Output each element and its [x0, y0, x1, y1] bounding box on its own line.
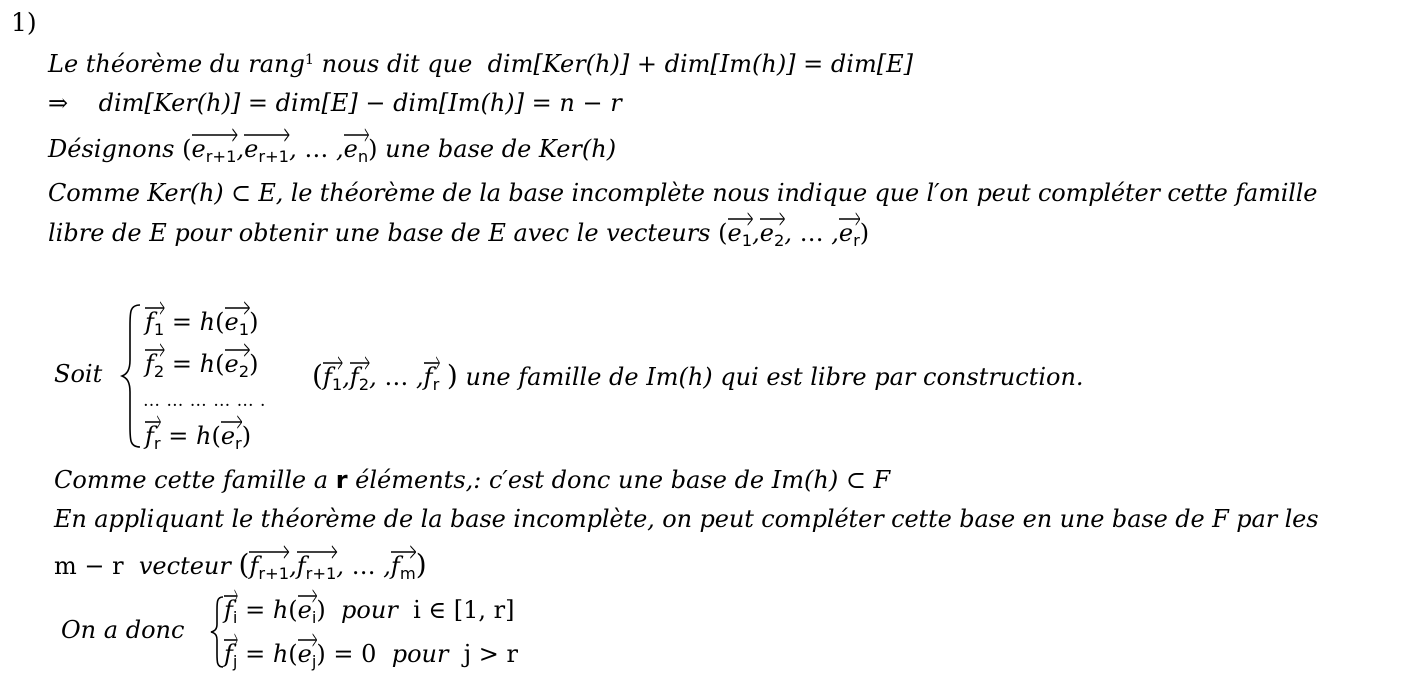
pour-text: pour: [391, 640, 449, 668]
vector-f-m: $f_m$: [391, 546, 416, 578]
arrow-icon: [298, 590, 317, 602]
pour-text: pour: [341, 596, 398, 624]
arrow-icon: [839, 213, 860, 225]
arrow-icon: [145, 344, 164, 356]
arrow-icon: [391, 546, 416, 558]
vector-e-n: $e_n$: [344, 129, 369, 161]
vector-fi: $f_i$: [224, 590, 237, 622]
arrow-icon: [224, 634, 237, 646]
incomplete-basis-line: Comme Ker(h) ⊂ E, le théorème de la base incomplète nous indique que l′on peut compléter cette famille: [48, 179, 1318, 207]
system-row-1: $f_1 = h$( $e_1$): [145, 310, 258, 334]
basis-completion-text: libre de E pour obtenir une base de E avec le vecteurs: [48, 219, 711, 247]
vector-er-image: $e_r$: [221, 416, 242, 448]
arrow-icon: [298, 634, 317, 646]
vector-er: $e_r$: [839, 213, 860, 245]
vector-f-r1: $f_{r+1}$: [249, 546, 289, 578]
apply-theorem-line: En appliquant le théorème de la base incomplète, on peut compléter cette base en une base de F par les: [54, 505, 1319, 533]
system-row-4: $f_r = h$( $e_r$): [145, 424, 251, 448]
arrow-icon: [221, 416, 242, 428]
implies-symbol: ⇒: [48, 89, 69, 117]
vector-fj: $f_j$: [224, 634, 237, 666]
system2-row-1: $f_i = h$( $e_i$) pour i ∈ [1, r]: [224, 598, 515, 622]
system2-row-2: $f_j = h$( $e_j) = 0$ pour j > r: [224, 642, 518, 666]
equals-zero: = 0: [333, 640, 377, 668]
arrow-icon: [344, 129, 369, 141]
arrow-icon: [249, 546, 289, 558]
kernel-dimension-formula: dim[Ker(h)] = dim[E] − dim[Im(h)] = n − r: [98, 89, 622, 117]
vector-family-fr: $f_r$: [424, 357, 440, 389]
designons-text: Désignons: [48, 135, 175, 163]
vector-ej: $e_j$: [298, 634, 317, 666]
vector-family-f2: $f_2$: [350, 357, 369, 389]
vector-ei: $e_i$: [298, 590, 317, 622]
kernel-basis-line: Désignons ( $e_{r+1}$, $e_{r+1}$, … , $e_n$) une base de Ker(h): [48, 137, 616, 161]
arrow-icon: [760, 213, 785, 225]
vector-e-r1-second: $e_{r+1}$: [244, 129, 289, 161]
condition-j: j > r: [463, 640, 518, 668]
kernel-basis-text: une base de Ker(h): [385, 135, 617, 163]
image-family-line: ( $f_1$, $f_2$, … , $f_r$ ) une famille de Im(h) qui est libre par construction.: [312, 359, 1084, 395]
r-symbol: r: [335, 466, 348, 494]
arrow-icon: [297, 546, 337, 558]
vecteur-text: vecteur: [138, 552, 231, 580]
rank-theorem-text: Le théorème du rang: [48, 50, 305, 78]
rank-theorem-line: [48, 52, 913, 76]
image-family-text: une famille de Im(h) qui est libre par construction.: [465, 363, 1084, 391]
arrow-icon: [145, 302, 164, 314]
vector-family-f1: $f_1$: [323, 357, 342, 389]
complement-vectors-line: m − r vecteur ( $f_{r+1}$, $f_{r+1}$, … , $f_m$): [54, 548, 427, 584]
system-row-ellipsis: … … … … … .: [143, 391, 266, 411]
vector-fr: $f_r$: [145, 416, 161, 448]
arrow-icon: [424, 357, 440, 369]
arrow-icon: [244, 129, 289, 141]
vector-f1: $f_1$: [145, 302, 164, 334]
rank-formula: dim[Ker(h)] + dim[Im(h)] = dim[E]: [487, 50, 913, 78]
family-count-text1: Comme cette famille a: [54, 466, 329, 494]
arrow-icon: [145, 416, 161, 428]
kernel-dimension-line: [48, 91, 622, 115]
vector-e1: $e_1$: [728, 213, 753, 245]
condition-i: i ∈ [1, r]: [413, 596, 515, 624]
vector-e2-image: $e_2$: [225, 344, 250, 376]
rank-theorem-text2: nous dit que: [321, 50, 473, 78]
vector-e1-image: $e_1$: [225, 302, 250, 334]
soit-label: Soit: [54, 360, 103, 388]
family-count-text2: éléments,: c′est donc une base de Im(h) ⊂ F: [355, 466, 891, 494]
arrow-icon: [225, 344, 250, 356]
arrow-icon: [192, 129, 237, 141]
vector-f-r1-second: $f_{r+1}$: [297, 546, 337, 578]
m-minus-r: m − r: [54, 552, 124, 580]
vector-e-r1: $e_{r+1}$: [192, 129, 237, 161]
arrow-icon: [224, 590, 237, 602]
item-number: 1): [11, 8, 37, 37]
arrow-icon: [225, 302, 250, 314]
arrow-icon: [350, 357, 369, 369]
arrow-icon: [323, 357, 342, 369]
left-brace-icon: [120, 302, 144, 450]
vector-f2: $f_2$: [145, 344, 164, 376]
vector-e2: $e_2$: [760, 213, 785, 245]
ellipsis: …: [304, 135, 329, 163]
footnote-marker: 1: [304, 52, 314, 69]
basis-completion-line: libre de E pour obtenir une base de E avec le vecteurs ( $e_1$, $e_2$, … , $e_r$): [48, 221, 869, 245]
system-row-2: $f_2 = h$( $e_2$): [145, 352, 258, 376]
on-a-donc-label: On a donc: [61, 616, 185, 644]
arrow-icon: [728, 213, 753, 225]
family-count-line: [54, 468, 890, 492]
